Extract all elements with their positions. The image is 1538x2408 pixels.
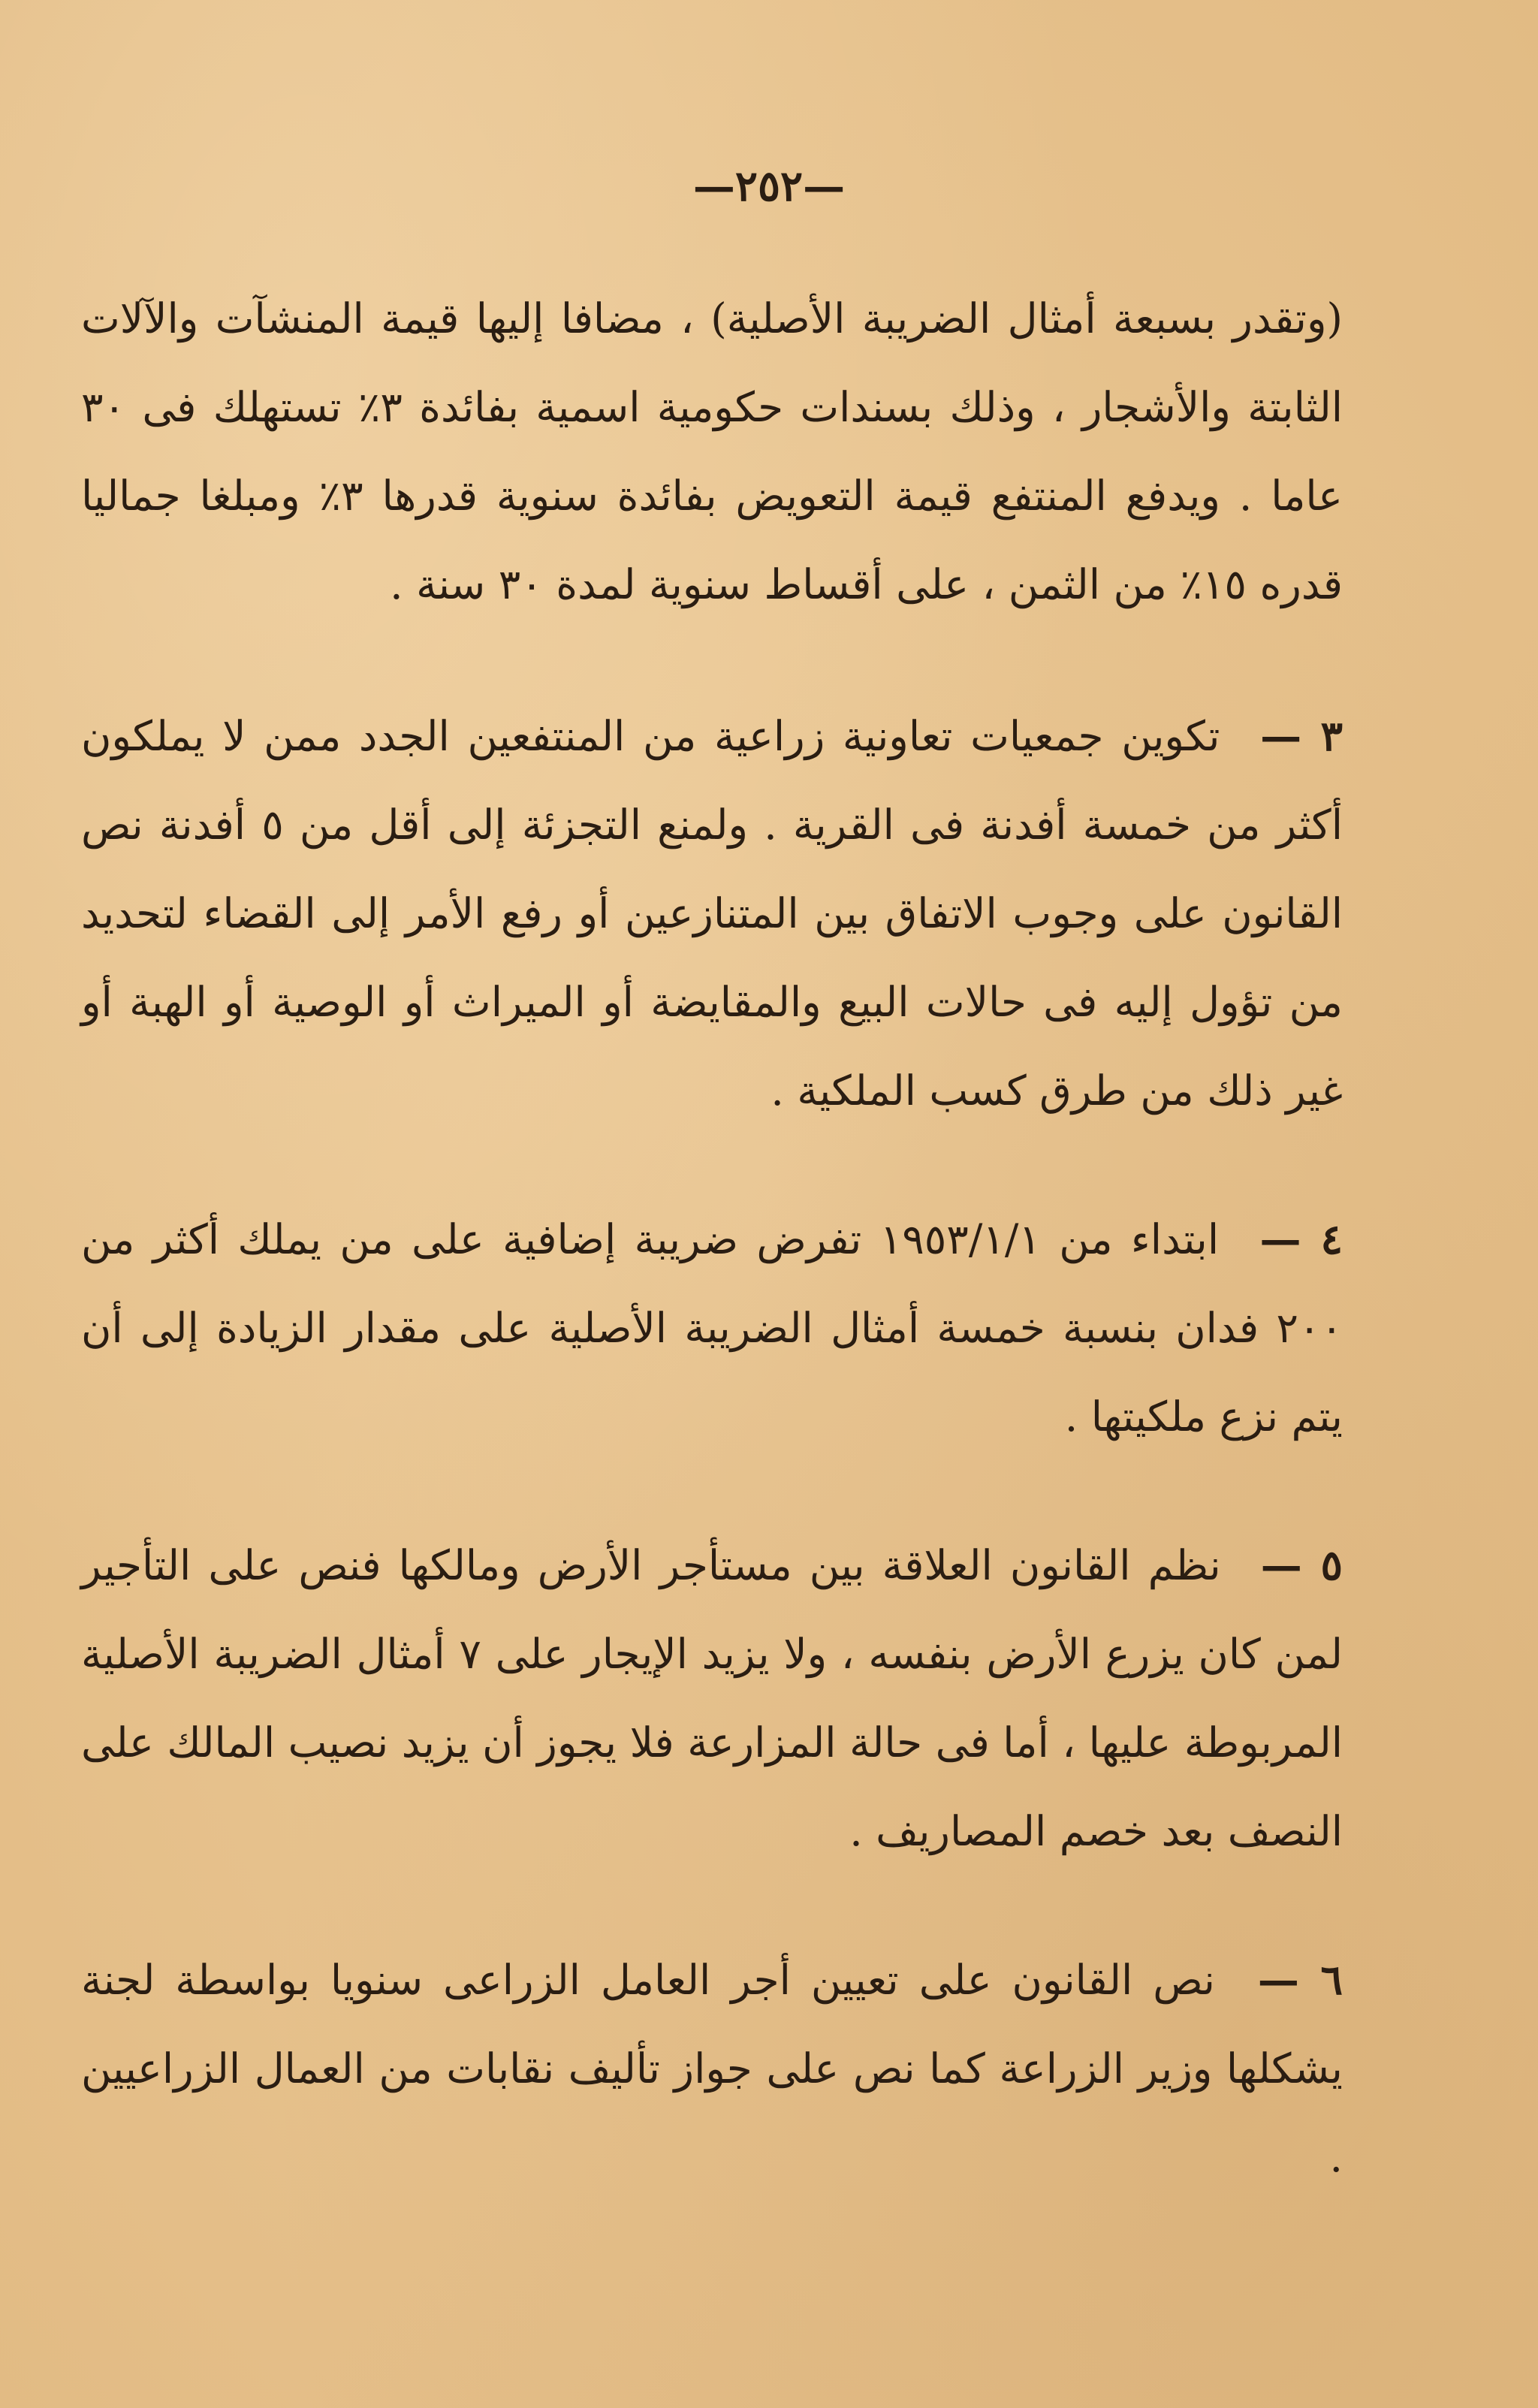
paragraph-text: تكوين جمعيات تعاونية زراعية من المنتفعين الجدد ممن لا يملكون أكثر من خمسة أفدنة فى القرية . ولمنع التجزئة إلى أقل من ٥ أفدنة نص القانون على وجوب الاتفاق بين المتنازعين أو رفع الأمر إلى القضاء لتحديد من تؤول إليه فى حالات البيع والمقايضة أو الميراث أو الوصية أو الهبة أو غير ذلك من طرق كسب الملكية . [81,712,1343,1115]
paragraph-item-5 [81,1521,1343,1875]
paragraph-item-6 [81,1936,1343,2201]
item-number: ٤ — [1259,1215,1343,1263]
item-number: ٦ — [1257,1955,1343,2004]
item-number: ٣ — [1260,711,1343,760]
paragraph-item-4 [81,1195,1343,1461]
page-body [81,274,1343,2262]
paragraph-text: (وتقدر بسبعة أمثال الضريبة الأصلية) ، مضافا إليها قيمة المنشآت والآلات الثابتة والأشجار ، وذلك بسندات حكومية اسمية بفائدة ٣٪ تستهلك فى ٣٠ عاما . ويدفع المنتفع قيمة التعويض بفائدة سنوية قدرها ٣٪ ومبلغا جماليا قدره ١٥٪ من الثمن ، على أقساط سنوية لمدة ٣٠ سنة . [81,294,1343,608]
paragraph-compensation [81,274,1343,629]
item-number: ٥ — [1260,1540,1343,1589]
paragraph-text: نص القانون على تعيين أجر العامل الزراعى سنويا بواسطة لجنة يشكلها وزير الزراعة كما نص على جواز تأليف نقابات من العمال الزراعيين . [81,1956,1343,2181]
paragraph-text: نظم القانون العلاقة بين مستأجر الأرض ومالكها فنص على التأجير لمن كان يزرع الأرض بنفسه ، ولا يزيد الإيجار على ٧ أمثال الضريبة الأصلية المربوطة عليها ، أما فى حالة المزارعة فلا يجوز أن يزيد نصيب المالك على النصف بعد خصم المصاريف . [81,1541,1343,1855]
paragraph-text: ابتداء من ١٩٥٣/١/١ تفرض ضريبة إضافية على من يملك أكثر من ٢٠٠ فدان بنسبة خمسة أمثال الضريبة الأصلية على مقدار الزيادة إلى أن يتم نزع ملكيتها . [81,1215,1343,1441]
page-number: —٢٥٢— [692,161,846,211]
paragraph-item-3 [81,692,1343,1135]
